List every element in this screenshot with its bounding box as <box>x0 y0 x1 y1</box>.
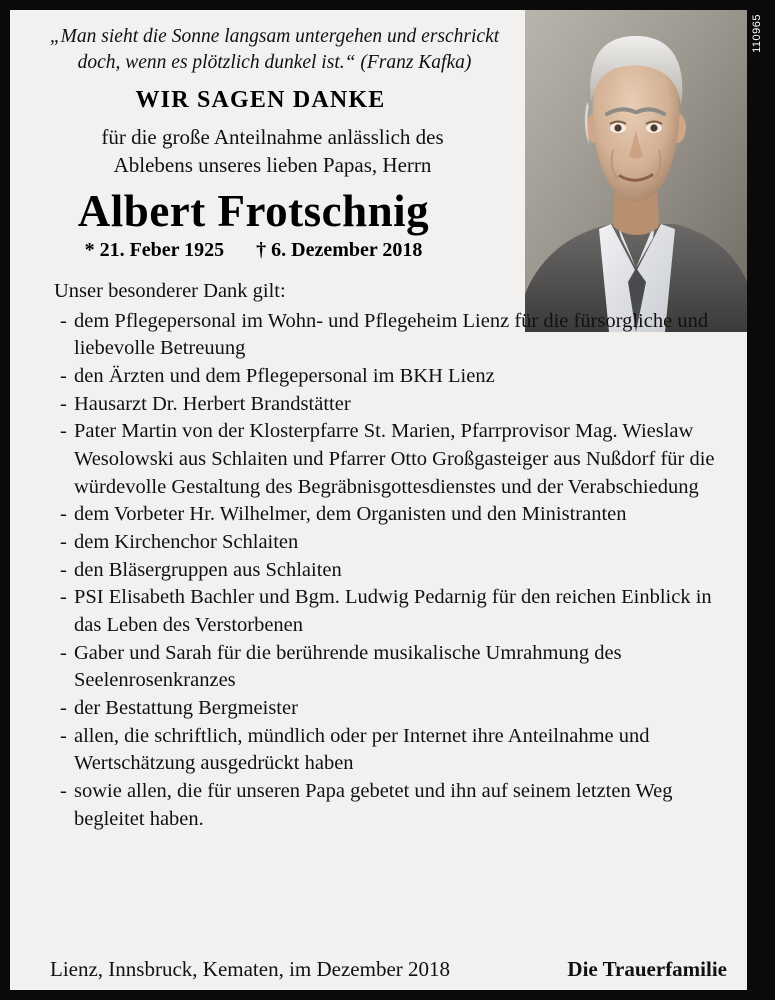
signature-family: Die Trauerfamilie <box>567 957 727 981</box>
quote-line-2: doch, wenn es plötzlich dunkel ist.“ (Franz Kafka) <box>77 51 472 73</box>
list-item <box>60 557 729 585</box>
list-item <box>60 501 729 529</box>
thanks-body <box>10 278 747 833</box>
place-and-date: Lienz, Innsbruck, Kematen, im Dezember 2018 <box>50 957 451 981</box>
list-item-text: dem Pflegepersonal im Wohn- und Pflegeheim Lienz für die fürsorgliche und liebevolle Betreuung <box>74 309 709 360</box>
list-dash: - <box>60 503 67 526</box>
list-item-text: sowie allen, die für unseren Papa gebetet und ihn auf seinem letzten Weg begleitet haben. <box>74 780 673 830</box>
list-item-text: Gaber und Sarah für die berührende musikalische Umrahmung des Seelenrosenkranzes <box>74 641 622 692</box>
lead-line-1: für die große Anteilnahme anlässlich des <box>101 125 444 150</box>
list-item <box>60 363 729 391</box>
deceased-name: Albert Frotschnig <box>77 186 430 237</box>
list-dash: - <box>60 420 67 443</box>
list-item <box>60 529 729 557</box>
list-dash: - <box>60 392 67 415</box>
list-item-text: dem Vorbeter Hr. Wilhelmer, dem Organisten und den Ministranten <box>74 503 627 526</box>
list-item-text: Hausarzt Dr. Herbert Brandstätter <box>74 392 351 415</box>
quote-line-1: „Man sieht die Sonne langsam untergehen und erschrickt <box>49 26 500 47</box>
list-item <box>60 308 729 363</box>
list-dash: - <box>60 558 67 581</box>
list-dash: - <box>60 724 67 747</box>
birth-date: * 21. Feber 1925 <box>84 239 225 262</box>
list-dash: - <box>60 531 67 554</box>
list-item <box>60 584 729 639</box>
list-item <box>60 778 729 833</box>
list-dash: - <box>60 697 67 720</box>
list-dash: - <box>60 780 67 803</box>
lead-line-2: Ablebens unseres lieben Papas, Herrn <box>113 152 432 177</box>
list-item-text: Pater Martin von der Klosterpfarre St. Marien, Pfarrprovisor Mag. Wieslaw Wesolowski aus Schlaiten und Pfarrer Otto Großgasteiger aus Nußdorf für die würdevolle Gestaltung des Begräbnisgottesdienstes und der Verabschiedung <box>74 420 715 498</box>
thanks-heading: WIR SAGEN DANKE <box>135 87 386 114</box>
list-dash: - <box>60 309 67 332</box>
list-dash: - <box>60 365 67 388</box>
notice-card <box>10 10 747 990</box>
list-item-text: den Bläsergruppen aus Schlaiten <box>74 558 342 581</box>
death-date: † 6. Dezember 2018 <box>256 239 423 262</box>
quote-block <box>10 10 747 75</box>
notice-footer <box>10 957 747 982</box>
list-item <box>60 723 729 778</box>
thanks-list <box>32 308 729 834</box>
list-item <box>60 391 729 419</box>
list-dash: - <box>60 586 67 609</box>
list-item-text: der Bestattung Bergmeister <box>74 697 298 720</box>
list-dash: - <box>60 641 67 664</box>
page-code-label: 110965 <box>751 14 763 53</box>
list-item-text: dem Kirchenchor Schlaiten <box>74 531 299 554</box>
list-item <box>60 640 729 695</box>
list-item <box>60 418 729 501</box>
list-item-text: PSI Elisabeth Bachler und Bgm. Ludwig Pedarnig für den reichen Einblick in das Leben des Verstorbenen <box>74 586 712 637</box>
list-item-text: allen, die schriftlich, mündlich oder per Internet ihre Anteilnahme und Wertschätzung ausgedrückt haben <box>74 724 650 775</box>
list-item <box>60 695 729 723</box>
thanks-intro: Unser besonderer Dank gilt: <box>54 280 286 303</box>
list-item-text: den Ärzten und dem Pflegepersonal im BKH Lienz <box>74 365 495 388</box>
